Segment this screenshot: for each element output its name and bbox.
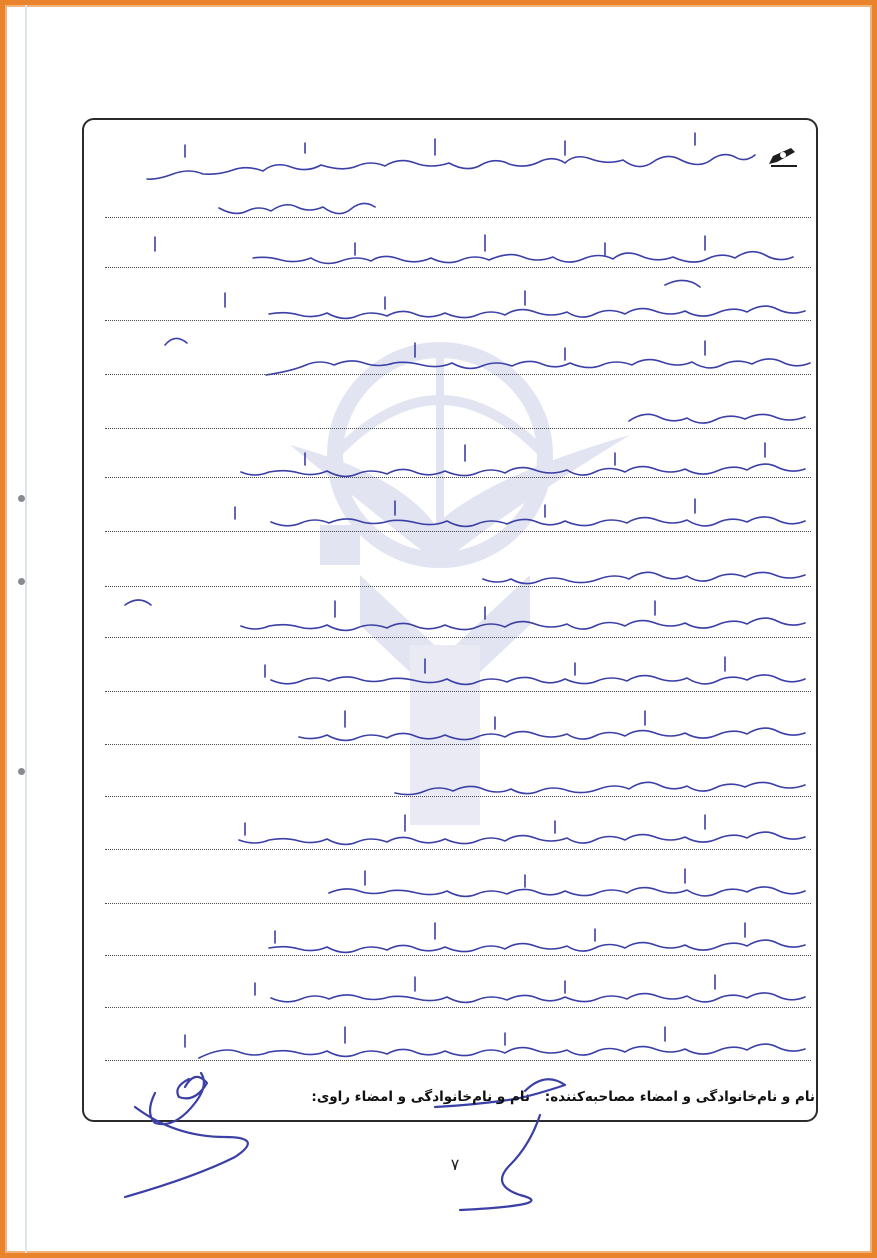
handwritten-text [5, 5, 872, 1253]
document-page [5, 5, 872, 1253]
page-number: ۷ [450, 1155, 460, 1174]
signature-labels [200, 1089, 815, 1113]
narrator-signature-label: نام و نام‌خانوادگی و امضاء راوی: [311, 1089, 530, 1105]
pen-icon [767, 144, 799, 168]
interviewer-signature-label: نام و نام‌خانوادگی و امضاء مصاحبه‌کننده: [544, 1089, 815, 1105]
